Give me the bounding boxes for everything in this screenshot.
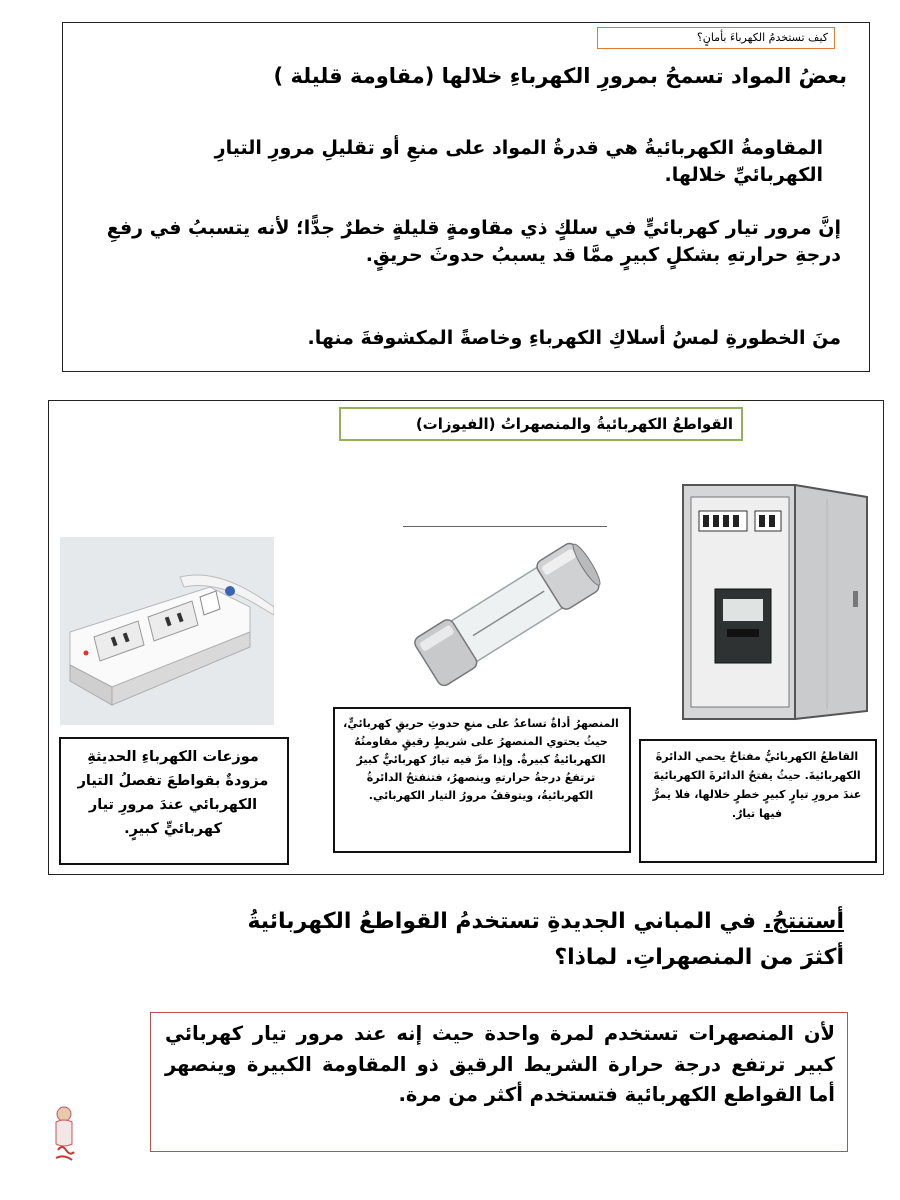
low-resistance-danger: إنَّ مرور تيار كهربائيٍّ في سلكٍ ذي مقاومةٍ قليلةٍ خطرٌ جدًّا؛ لأنه يتسببُ في رفعِ درجةِ حرارتهِ بشكلٍ كبيرٍ ممَّا قد يسببُ حدوثَ حريقٍ. <box>106 217 841 266</box>
definitions-box <box>62 22 870 372</box>
breakers-fuses-box <box>48 400 884 875</box>
intro-line: بعضُ المواد تسمحُ بمرورِ الكهرباءِ خلالها (مقاومة قليلة ) <box>273 64 847 88</box>
question-lead: أستنتجُ. <box>763 909 844 934</box>
power-strip-caption: موزعات الكهرباءِ الحديثةِ مزودةٌ بقواطعَ تفصلُ التيار الكهربائي عندَ مرورِ تيار كهربائيٍّ كبيرٍ. <box>59 737 289 865</box>
glass-fuse-icon <box>401 529 611 701</box>
divider <box>403 526 607 527</box>
portrait-logo-icon <box>52 1104 76 1166</box>
fuse-caption: المنصهرُ أداةٌ تساعدُ على منعِ حدوثِ حريقٍ كهربائيٍّ، حيثُ يحتوي المنصهرُ على شريطٍ رقيقٍ مقاومتُهُ الكهربائيةُ كبيرةٌ. وإذا مرَّ فيه تيارٌ كهربائيٌّ كبيرٌ ترتفعُ درجةُ حرارتهِ وينصهرُ، فتنفتحُ الدائرةُ الكهربائيةُ، ويتوقفُ مرورُ التيار الكهربائي. <box>333 707 631 853</box>
answer-text: لأن المنصهرات تستخدم لمرة واحدة حيث إنه عند مرور تيار كهربائي كبير ترتفع درجة حرارة الشريط الرقيق ذو المقاومة الكبيرة وينصهر أما القواطع الكهربائية فتستخدم أكثر من مرة. <box>165 1022 835 1106</box>
question-text: في المباني الجديدةِ تستخدمُ القواطعُ الكهربائيةُ أكثرَ من المنصهراتِ. لماذا؟ <box>247 909 844 970</box>
breaker-panel-icon <box>677 479 873 727</box>
power-strip-icon <box>60 537 274 725</box>
conclusion-question <box>204 904 844 976</box>
answer-box <box>150 1012 848 1152</box>
resistance-definition: المقاومةُ الكهربائيةُ هي قدرةُ المواد على منعِ أو تقليلِ مرورِ التيارِ الكهربائيِّ خلالها. <box>214 137 823 186</box>
exposed-wires-warning: منَ الخطورةِ لمسُ أسلاكِ الكهرباءِ وخاصةً المكشوفةَ منها. <box>307 327 841 349</box>
breaker-caption: القاطعُ الكهربائيُّ مفتاحٌ يحمي الدائرةَ الكهربائيةَ. حيثُ يفتحُ الدائرةَ الكهربائيةَ عندَ مرورِ تيارٍ كبيرٍ خطرٍ خلالها، فلا يمرُّ فيها تيارٌ. <box>639 739 877 863</box>
section-tag: كيف تستخدمُ الكهرباءَ بأمانٍ؟ <box>597 27 835 49</box>
section-title: القواطعُ الكهربائيةُ والمنصهراتُ (الفيوزات) <box>339 407 743 441</box>
